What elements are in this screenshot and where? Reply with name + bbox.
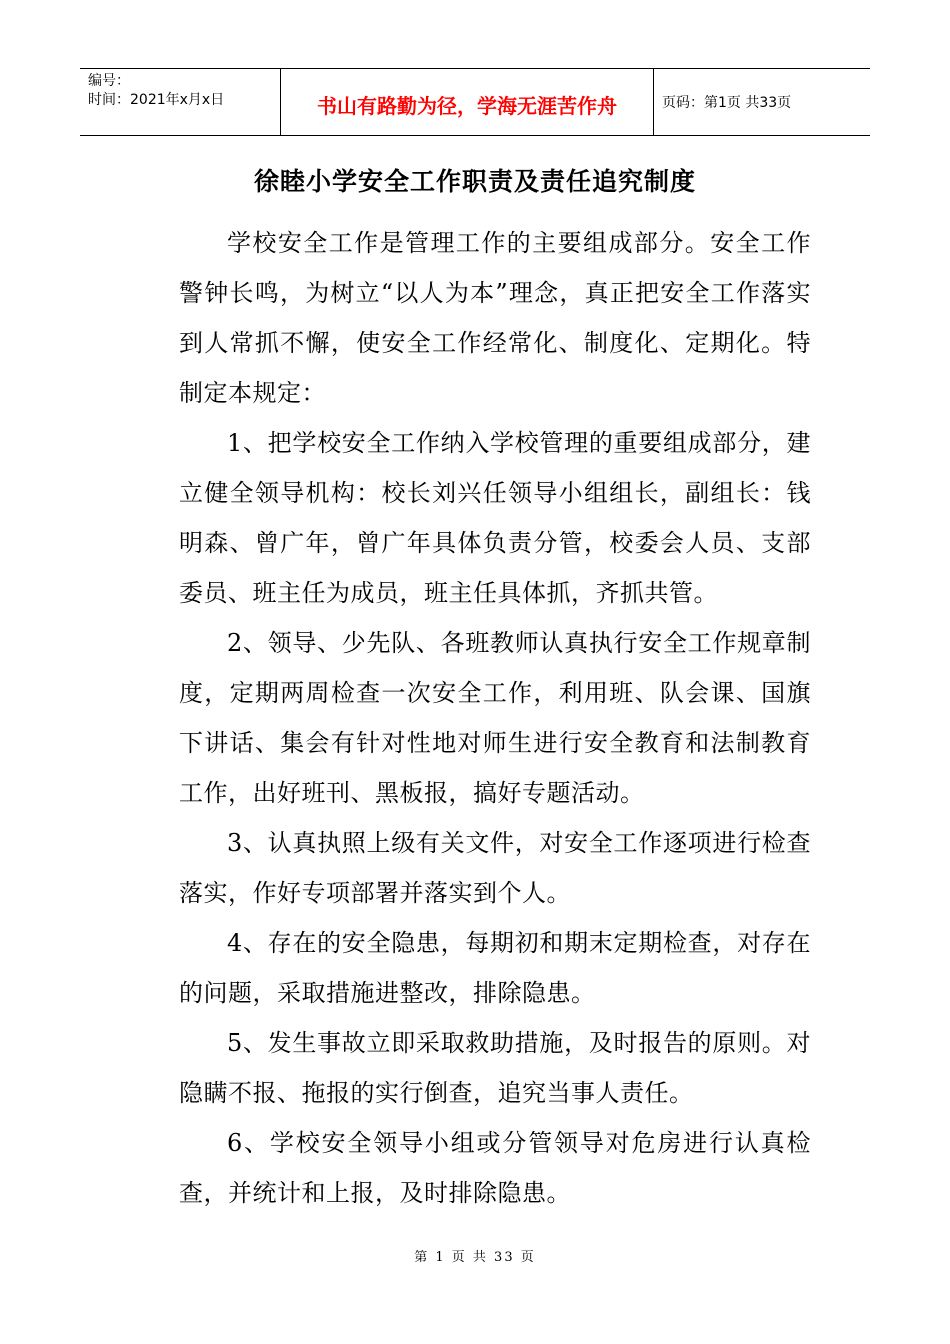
header-motto: 书山有路勤为径，学海无涯苦作舟 — [317, 93, 617, 118]
document-date-label: 时间：2021年x月x日 — [88, 92, 225, 108]
rule-paragraph-5: 5、发生事故立即采取救助措施，及时报告的原则。对隐瞒不报、拖报的实行倒查，追究当事人责任。 — [179, 1029, 811, 1107]
document-number-label: 编号： — [88, 73, 130, 89]
header-page-cell — [654, 69, 870, 135]
page-footer: 第 1 页 共 33 页 — [414, 1250, 536, 1265]
header-meta-cell — [80, 69, 281, 135]
rule-paragraph-3: 3、认真执照上级有关文件，对安全工作逐项进行检查落实，作好专项部署并落实到个人。 — [179, 829, 811, 907]
rule-paragraph-4: 4、存在的安全隐患，每期初和期末定期检查，对存在的问题，采取措施进整改，排除隐患。 — [179, 929, 811, 1007]
rule-paragraph-1: 1、把学校安全工作纳入学校管理的重要组成部分，建立健全领导机构：校长刘兴任领导小组组长，副组长：钱明森、曾广年，曾广年具体负责分管，校委会人员、支部委员、班主任为成员，班主任具体抓，齐抓共管。 — [179, 429, 811, 607]
document-title: 徐睦小学安全工作职责及责任追究制度 — [253, 167, 696, 196]
intro-paragraph: 学校安全工作是管理工作的主要组成部分。安全工作警钟长鸣，为树立“以人为本”理念，真正把安全工作落实到人常抓不懈，使安全工作经常化、制度化、定期化。特制定本规定： — [179, 229, 811, 407]
rule-paragraph-6: 6、学校安全领导小组或分管领导对危房进行认真检查，并统计和上报，及时排除隐患。 — [179, 1129, 811, 1207]
document-body — [179, 218, 811, 1218]
header-table — [80, 68, 870, 136]
header-motto-cell — [281, 69, 654, 135]
rule-paragraph-2: 2、领导、少先队、各班教师认真执行安全工作规章制度，定期两周检查一次安全工作，利用班、队会课、国旗下讲话、集会有针对性地对师生进行安全教育和法制教育工作，出好班刊、黑板报，搞好专题活动。 — [179, 629, 811, 807]
header-page-info: 页码：第1页 共33页 — [662, 95, 792, 111]
